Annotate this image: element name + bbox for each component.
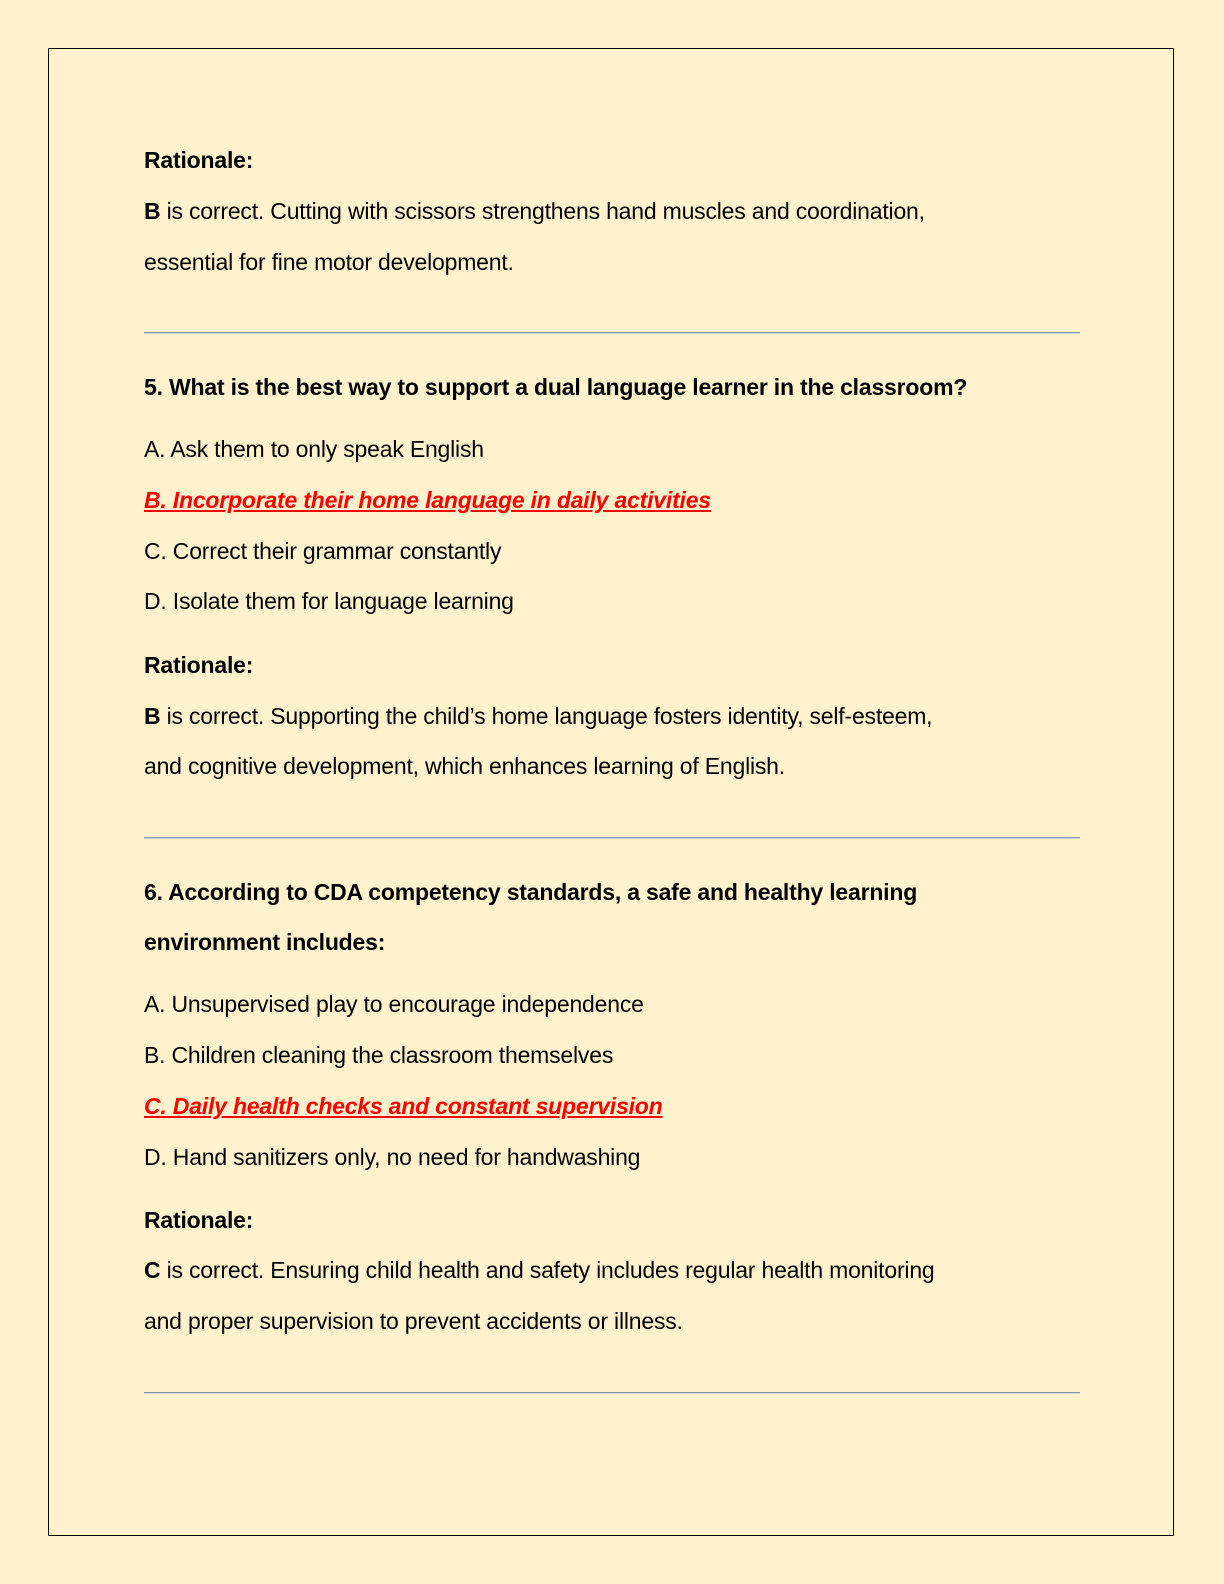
- q5-option-d: D. Isolate them for language learning: [144, 588, 514, 614]
- q5-rationale-label: Rationale:: [144, 652, 254, 678]
- rationale-text: is correct. Cutting with scissors strengthens hand muscles and coordination,: [160, 198, 925, 224]
- q5-rationale-line-2: and cognitive development, which enhances learning of English.: [144, 753, 785, 779]
- rationale-letter: B: [144, 198, 161, 224]
- section-divider: [144, 332, 1080, 334]
- q5-rationale-letter: B: [144, 703, 161, 729]
- q5-option-b-correct: B. Incorporate their home language in daily activities: [144, 487, 711, 513]
- q6-rationale-line-1: [144, 1255, 935, 1285]
- q5-option-c: C. Correct their grammar constantly: [144, 538, 502, 564]
- q6-option-a: A. Unsupervised play to encourage independence: [144, 991, 644, 1017]
- q6-rationale-line-2: and proper supervision to prevent accidents or illness.: [144, 1308, 683, 1334]
- q6-option-c-correct: C. Daily health checks and constant supervision: [144, 1093, 663, 1119]
- rationale-text-line-2: essential for fine motor development.: [144, 249, 514, 275]
- q6-rationale-label: Rationale:: [144, 1207, 254, 1233]
- section-divider: [144, 1392, 1080, 1394]
- q6-rationale-text: is correct. Ensuring child health and safety includes regular health monitoring: [160, 1257, 935, 1283]
- question-5-text: 5. What is the best way to support a dual language learner in the classroom?: [144, 374, 968, 400]
- question-6-text-line-1: 6. According to CDA competency standards, a safe and healthy learning: [144, 879, 918, 905]
- rationale-label: Rationale:: [144, 147, 254, 173]
- q5-option-a: A. Ask them to only speak English: [144, 436, 484, 462]
- section-divider: [144, 837, 1080, 839]
- q6-rationale-letter: C: [144, 1257, 161, 1283]
- rationale-text-line-1: [144, 196, 925, 226]
- question-6-text-line-2: environment includes:: [144, 929, 386, 955]
- q6-option-d: D. Hand sanitizers only, no need for handwashing: [144, 1144, 641, 1170]
- q5-rationale-text: is correct. Supporting the child’s home language fosters identity, self-esteem,: [160, 703, 933, 729]
- q5-rationale-line-1: [144, 701, 932, 731]
- q6-option-b: B. Children cleaning the classroom themselves: [144, 1042, 614, 1068]
